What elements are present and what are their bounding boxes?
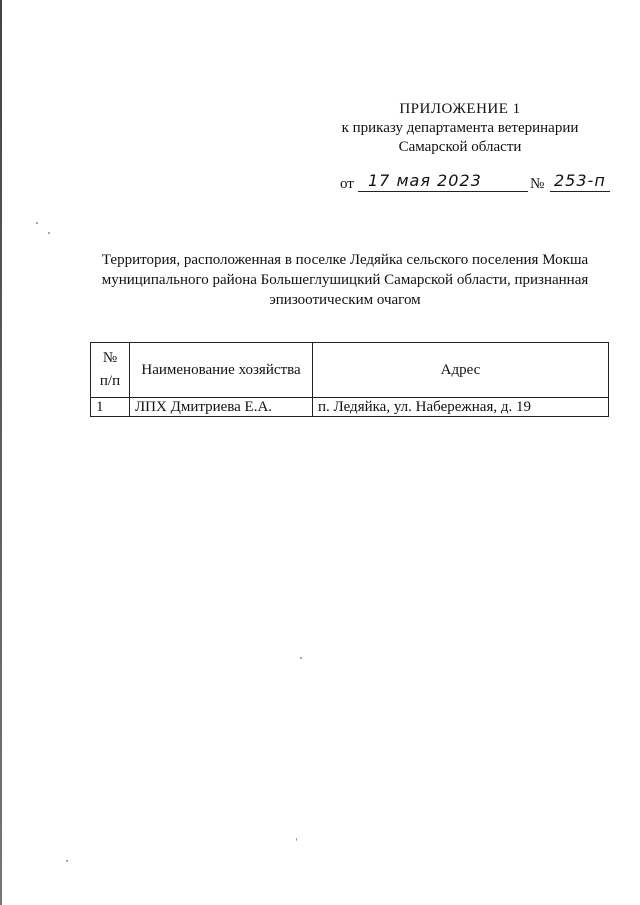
cell-number: 1 bbox=[91, 398, 130, 417]
date-from-label: от bbox=[340, 176, 354, 192]
appendix-header bbox=[300, 100, 620, 157]
scan-speck bbox=[48, 232, 50, 234]
scan-speck bbox=[66, 860, 68, 862]
order-date-handwritten: 17 мая 2023 bbox=[358, 172, 528, 192]
scan-speck bbox=[296, 838, 297, 841]
col-header-number bbox=[91, 343, 130, 398]
order-number-handwritten: 253-п bbox=[550, 172, 610, 192]
cell-name: ЛПХ Дмитриева Е.А. bbox=[130, 398, 313, 417]
cell-address: п. Ледяйка, ул. Набережная, д. 19 bbox=[313, 398, 609, 417]
appendix-region-line: Самарской области bbox=[398, 139, 522, 155]
col-header-number-bottom: п/п bbox=[99, 373, 121, 389]
farms-table bbox=[90, 342, 609, 417]
scan-edge-line bbox=[0, 0, 2, 905]
heading-line-1: Территория, расположенная в поселке Ледяйка сельского поселения Мокша bbox=[101, 252, 589, 268]
order-date-line bbox=[340, 172, 610, 196]
appendix-title: ПРИЛОЖЕНИЕ 1 bbox=[399, 101, 521, 117]
appendix-order-line: к приказу департамента ветеринарии bbox=[341, 120, 579, 136]
col-header-address: Адрес bbox=[313, 343, 609, 398]
order-number-label: № bbox=[530, 176, 545, 192]
heading-line-3: эпизоотическим очагом bbox=[269, 292, 421, 308]
table-header-row bbox=[91, 343, 609, 398]
table-row bbox=[91, 398, 609, 417]
col-header-name: Наименование хозяйства bbox=[130, 343, 313, 398]
document-heading bbox=[70, 250, 620, 310]
col-header-number-top: № bbox=[102, 350, 118, 366]
scan-speck bbox=[36, 222, 38, 224]
heading-line-2: муниципального района Большеглушицкий Самарской области, признанная bbox=[101, 272, 589, 288]
scan-speck bbox=[300, 657, 302, 659]
